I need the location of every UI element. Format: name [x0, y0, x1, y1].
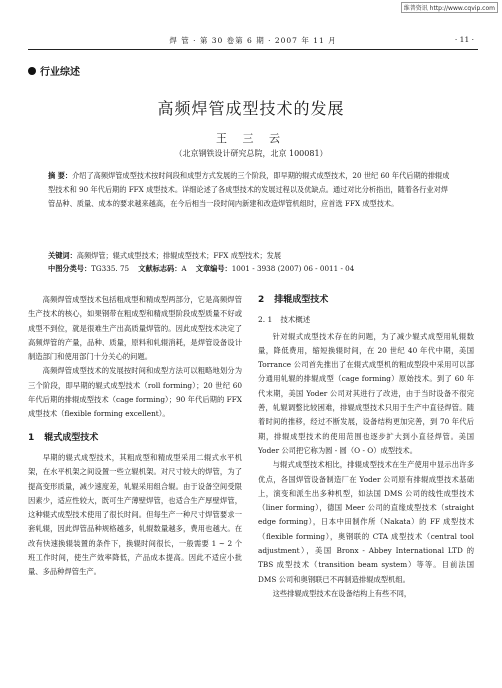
subsection-2-1-title: 技术概述 — [280, 315, 311, 325]
author: 王 三 云 — [216, 132, 286, 145]
article-number-label: 文章编号： — [195, 264, 232, 273]
doc-code-label: 文献标志码： — [138, 264, 182, 273]
subsection-2-1-heading — [258, 313, 474, 327]
section-2-paragraph-3: 这些排辊成型技术在设备结构上有些不同， — [272, 588, 412, 598]
article-title: 高频焊管成型技术的发展 — [157, 99, 345, 118]
keywords-text: 高频焊管；辊式成型技术；排辊成型技术；FFX 成型技术；发展 — [76, 251, 282, 260]
section-1-paragraph: 早期的辊式成型技术，其粗成型和精成型采用二辊式水平机架，在水平机架之间设置一些立辊机架。对尺寸较大的焊管，为了提高变形质量，减少速度差，轧辊采用组合辊。由于设备空间受限因素少，适应性较大，既可生产薄壁焊管，也适合生产厚壁焊管，这种辊式成型技术使用了很长时间。但每生产一种尺寸焊管要求一套轧辊，因此焊管品种规格越多，轧辊数量越多，费用也越大。在改有快速换辊装置的条件下，换辊时间很长，一般需要 1 ~ 2 个班工作时间，使生产效率降低，产品成本提高。因此不适应小批量、多品种焊管生产。 — [28, 452, 242, 577]
section-1-heading — [28, 431, 242, 445]
right-column — [258, 293, 474, 601]
intro-paragraph-1: 高频焊管成型技术包括粗成型和精成型两部分，它是高频焊管生产技术的核心，如果钢带在粗成型和精成型阶段成型质量不好或成型不到位，就是很难生产出高质量焊管的。因此成型技术决定了高频焊管的产量，品种、质量，原料和轧辊消耗，是焊管设备设计制造部门和使用部门十分关心的问题。 — [28, 295, 242, 362]
section-2-heading — [258, 293, 474, 307]
keywords — [48, 251, 472, 261]
clc-value: TG335. 75 — [91, 264, 130, 273]
article-number-value: 1001 - 3938 (2007) 06 - 0011 - 04 — [231, 264, 355, 273]
section-tag — [28, 63, 80, 78]
section-tag-label: 行业综述 — [40, 67, 80, 78]
section-2-title: 排辊成型技术 — [274, 295, 329, 305]
keywords-label: 关键词： — [48, 251, 77, 260]
affiliation: （北京钢铁设计研究总院，北京 100081） — [174, 149, 328, 158]
doc-code-value: A — [181, 264, 187, 273]
abstract — [48, 169, 454, 211]
journal-line: 焊 管 · 第 30 卷第 6 期 · 2007 年 11 月 — [169, 36, 337, 45]
clc-label: 中图分类号： — [48, 264, 92, 273]
section-2-paragraph-1: 针对辊式成型技术存在的问题，为了减少辊式成型用轧辊数量，降低费用，缩短换辊时间，在 20 世纪 40 年代中期，美国 Torrance 公司首先推出了在辊式成型机的粗成型段中采用可以部分通用轧辊的排辊成型（cage forming）原始技术。到了 60 年代末期，美国 Yoder 公司对其进行了改进，由于当时设备不很完善，轧辊调整比较困难，排辊成型技术只用于生产中直径焊管。随着时间的推移，经过不断发展，设备结构更加完善，到 70 年代后期，排辊成型技术的使用范围也逐步扩大到小直径焊管。美国 Yoder 公司把它称为圆 - 圆（O - O）成型技术。 — [258, 331, 474, 455]
watermark: 维普资讯 http://www.cqvip.com — [401, 2, 498, 13]
abstract-label: 摘 要： — [48, 171, 73, 180]
section-1-title: 辊式成型技术 — [44, 432, 99, 443]
section-2-number: 2 — [258, 295, 265, 305]
left-column — [28, 293, 242, 580]
classification-line — [48, 264, 472, 274]
section-1-number: 1 — [28, 432, 35, 443]
subsection-2-1-number: 2. 1 — [258, 315, 273, 325]
running-header — [28, 35, 478, 50]
abstract-text: 介绍了高频焊管成型技术按时间段和成型方式发展的三个阶段，即早期的辊式成型技术，20 世纪 60 年代后期的排辊成型技术和 90 年代后期的 FFX 成型技术。详细论述了各成型技术的发展过程以及优缺点。通过对比分析指出，随着各行业对焊管品种、质量、成本的要求越来越高，在今后相当一段时间内新建和改造焊管机组时，应首选 FFX 成型技术。 — [48, 171, 450, 208]
section-2-paragraph-2: 与辊式成型技术相比，排辊成型技术在生产使用中显示出许多优点，各国焊管设备制造厂在 Yoder 公司原有排辊成型技术基础上，演变和派生出多种机型，如法国 DMS 公司的线性成型技术（liner forming），德国 Meer 公司的直缘成型技术（straight edge forming），日本中田制作所（Nakata）的 FF 成型技术（flexible forming），奥钢联的 CTA 成型技术（central tool adjustment），美国 Bronx - Abbey International LTD 的 TBS 成型技术（transition beam system）等等。目前法国 DMS 公司和奥钢联已不再制造排辊成型机组。 — [258, 460, 474, 584]
page-number: · 11 · — [454, 35, 474, 44]
intro-paragraph-2: 高频焊管成型技术的发展按时间和成型方法可以粗略地划分为三个阶段，即早期的辊式成型技术（roll forming）；20 世纪 60 年代后期的排辊成型技术（cage forming）；90 年代后期的 FFX 成型技术（flexible forming excellent）。 — [28, 366, 242, 419]
bullet-dot-icon — [28, 67, 36, 75]
